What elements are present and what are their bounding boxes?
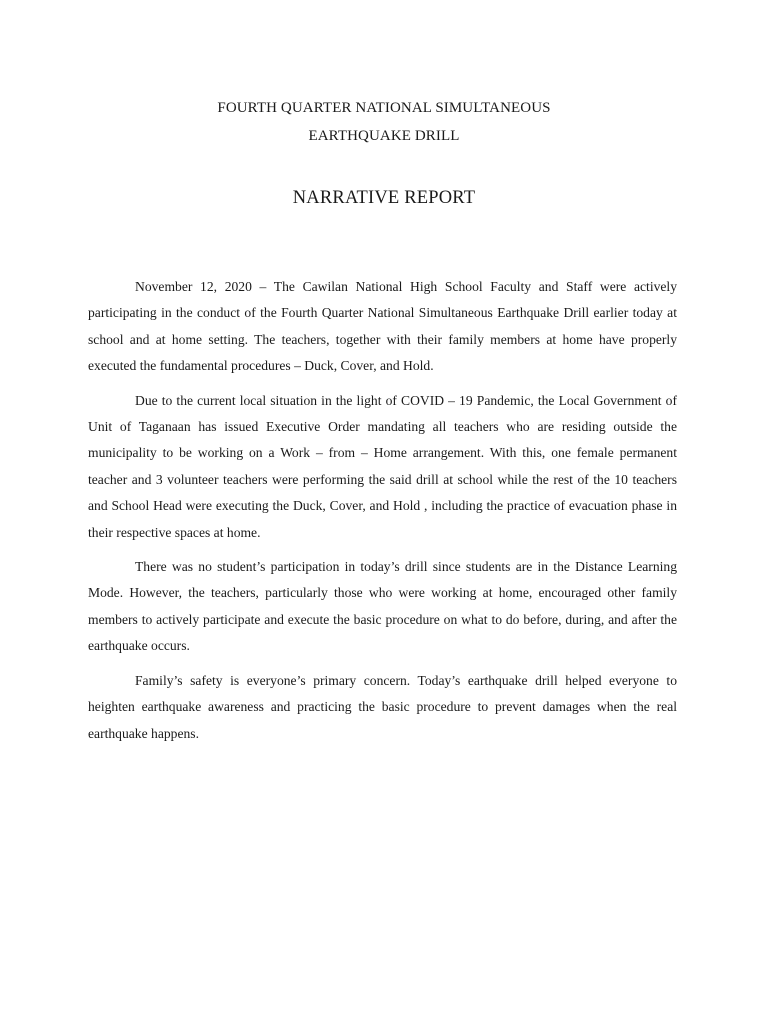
paragraph-1: November 12, 2020 – The Cawilan National High School Faculty and Staff were actively participating in the conduct of the Fourth Quarter National Simultaneous Earthquake Drill earlier today at school and at home setting. The teachers, together with their family members at home have properly executed the fundamental procedures – Duck, Cover, and Hold. — [88, 279, 677, 374]
paragraph-4: Family’s safety is everyone’s primary concern. Today’s earthquake drill helped everyone to heighten earthquake awareness and practicing the basic procedure to prevent damages when the real earthquake happens. — [88, 672, 677, 741]
paragraph-2: Due to the current local situation in the light of COVID – 19 Pandemic, the Local Government of Unit of Taganaan has issued Executive Order mandating all teachers who are residing outside the municipality to be working on a Work – from – Home arrangement. With this, one female permanent teacher and 3 volunteer teachers were performing the said drill at school while the rest of the 10 teachers and School Head were executing the Duck, Cover, and Hold , including the practice of evacuation phase in their respective spaces at home. — [88, 392, 677, 540]
report-body — [88, 274, 677, 755]
report-subtitle: NARRATIVE REPORT — [292, 188, 476, 208]
title-line-1: FOURTH QUARTER NATIONAL SIMULTANEOUS — [217, 100, 551, 116]
document-title — [0, 94, 768, 150]
title-line-2: EARTHQUAKE DRILL — [308, 128, 460, 144]
paragraph-3: There was no student’s participation in today’s drill since students are in the Distance Learning Mode. However, the teachers, particularly those who were working at home, encouraged other family members to actively participate and execute the basic procedure on what to do before, during, and after the earthquake occurs. — [88, 559, 677, 654]
